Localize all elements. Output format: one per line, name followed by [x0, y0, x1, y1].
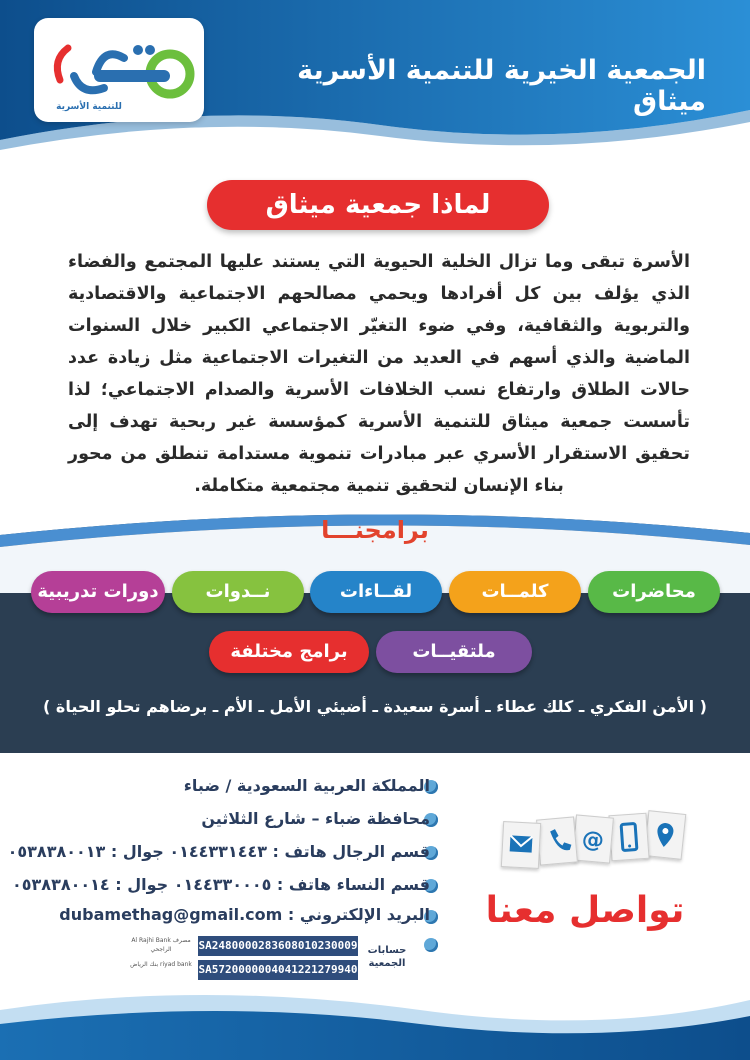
logo: [34, 18, 204, 122]
contact-men-phones: قسم الرجال هاتف : ٠١٤٤٣٣١٤٤٣ جوال : ٠٥٣٨٣٨٠٠١٣: [7, 842, 430, 861]
program-speeches: كلمــات: [449, 571, 581, 613]
footer-wave: [0, 990, 750, 1060]
bank-logo-rajhi: Al Rajhi Bank مصرف الراجحي: [126, 936, 196, 956]
envelope-icon: [501, 821, 541, 869]
program-meetings: لقــاءات: [310, 571, 442, 613]
email-at-icon: [572, 814, 614, 863]
intro-paragraph: الأسرة تبقى وما تزال الخلية الحيوية التي يستند عليها المجتمع والفضاء الذي يؤلف بين كل أفرادها ويحمي مصالحهم الاجتماعية والاقتصادية والتربوية والثقافية، وفي ضوء التغيّر الاجتماعي الكبير خلال السنوات الماضية والذي أسهم في العديد من التغيرات الاجتماعية مثل زيادة عدد حالات الطلاق وارتفاع نسب الخلافات الأسرية والصدام الاجتماعي؛ لذا تأسست جمعية ميثاق للتنمية الأسرية كمؤسسة غير ربحية تهدف إلى تحقيق الاستقرار الأسري عبر مبادرات تنموية مستدامة تنطلق من محور بناء الإنسان لتحقيق تنمية مجتمعية متكاملة.: [68, 252, 690, 496]
programs-list: ( الأمن الفكري ـ كلك عطاء ـ أسرة سعيدة ـ أضيئي الأمل ـ الأم ـ برضاهم تحلو الحياة ): [43, 697, 707, 716]
phone-icon: [536, 816, 578, 865]
programs-band: [0, 593, 750, 753]
bullet-icon: [424, 938, 438, 952]
iban-riyad: SA5720000004041221279940: [198, 960, 358, 980]
contact-address: محافظة ضباء – شارع الثلاثين: [201, 809, 430, 828]
bank-accounts-label: حسابات الجمعية: [367, 945, 407, 969]
contact-women-phones: قسم النساء هاتف : ٠١٤٤٣٣٠٠٠٥ جوال : ٠٥٣٨٣٨٠٠١٤: [12, 875, 430, 894]
program-forums: ملتقيــات: [376, 631, 532, 673]
program-seminars: نــدوات: [172, 571, 304, 613]
bank-accounts: [126, 936, 358, 982]
svg-text:@: @: [580, 827, 605, 854]
why-heading: لماذا جمعية ميثاق: [207, 180, 549, 230]
organization-title: الجمعية الخيرية للتنمية الأسرية ميثاق: [297, 55, 706, 117]
program-various: برامج مختلفة: [209, 631, 369, 673]
program-lectures: محاضرات: [588, 571, 720, 613]
contact-title: تواصل معنا: [485, 890, 685, 931]
mobile-icon: [608, 813, 649, 862]
location-icon: [644, 810, 687, 860]
bank-logo-riyad: بنك الرياض riyad bank: [126, 960, 196, 980]
programs-title: برامجنـــا: [321, 516, 429, 544]
iban-rajhi: SA2480000283608010230009: [198, 936, 358, 956]
program-training-courses: دورات تدريبية: [31, 571, 165, 613]
contact-location: المملكة العربية السعودية / ضباء: [183, 776, 430, 795]
contact-email[interactable]: البريد الإلكتروني : dubamethag@gmail.com: [59, 905, 430, 924]
logo-subtitle: للتنمية الأسرية: [56, 102, 122, 112]
